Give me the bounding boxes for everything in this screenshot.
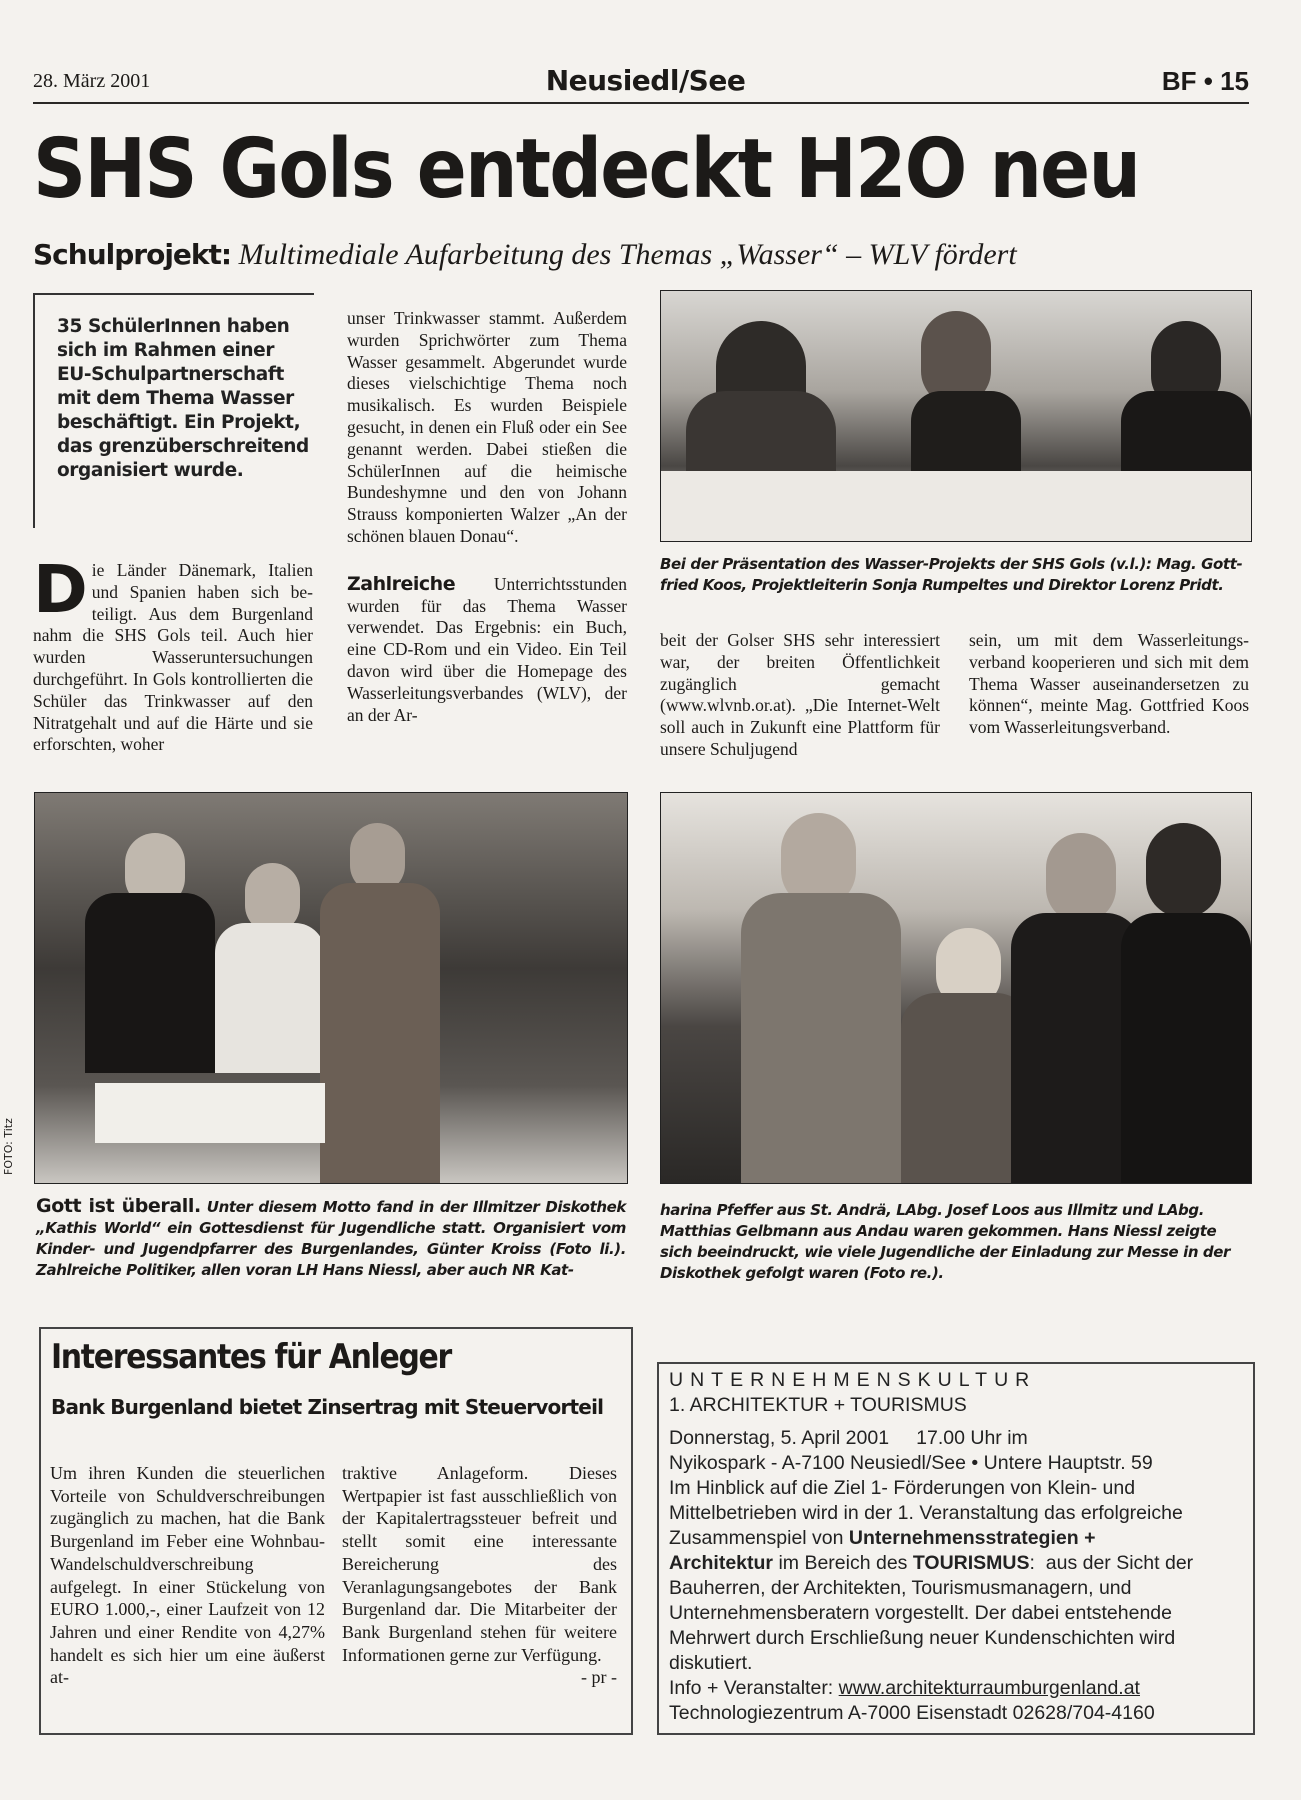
column-2-text-b: Unterrichtsstunden wurden für das Thema Wasser verwendet. Das Ergebnis: ein Buch, eine CD-Rom und ein Video. Ein Teil davon wird über die Homepage des Wasserleitungsverbandes (WLV), der an der Ar- bbox=[347, 573, 627, 725]
photo-politicians bbox=[660, 792, 1252, 1184]
paragraph-lead: Zahlreiche bbox=[347, 572, 456, 595]
photo-caption-2-left bbox=[36, 1196, 626, 1281]
text: im Bereich des bbox=[773, 1552, 913, 1574]
photo-press-conference bbox=[660, 290, 1252, 542]
article-column-3: beit der Golser SHS sehr interessiert war, der breiten Öffentlichkeit zugänglich gemacht (www.wlvnb.or.at). „Die Internet-Welt soll auch in Zukunft eine Plattform für unsere Schuljugend bbox=[660, 630, 940, 759]
subheadline-text: Multimediale Aufarbeitung des Themas „Wasser“ – WLV fördert bbox=[238, 238, 1017, 271]
article-column-4: sein, um mit dem Wasserleitungsverband kooperieren und sich mit dem Thema Wasser auseinandersetzen zu können“, meinte Mag. Gottfried Koos vom Wasserleitungsverband. bbox=[969, 630, 1249, 738]
article-column-2 bbox=[347, 308, 627, 726]
subheadline-lead: Schulprojekt: bbox=[33, 238, 232, 271]
event-address: Technologiezentrum A-7000 Eisenstadt 02628/704-4160 bbox=[669, 1702, 1155, 1724]
text: : aus der Sicht der bbox=[1029, 1552, 1194, 1574]
event-text-line bbox=[669, 1526, 1193, 1551]
pull-quote-text: 35 SchülerInnen haben sich im Rahmen einer EU-Schulpartnerschaft mit dem Thema Wasser beschäftigt. Ein Projekt, das grenzüberschreitend organisiert wurde. bbox=[57, 316, 309, 481]
bold-text: Architektur bbox=[669, 1552, 774, 1574]
subheadline bbox=[33, 238, 1017, 272]
bold-text: TOURISMUS bbox=[912, 1552, 1030, 1574]
event-title: 1. ARCHITEKTUR + TOURISMUS bbox=[669, 1394, 967, 1416]
drop-cap: D bbox=[33, 551, 88, 628]
caption-2-left-text: Unter diesem Motto fand in der Illmitzer Diskothek „Kathis World“ ein Gottesdienst für Jugendliche statt. Organisiert vom Kinder- und Jugendpfarrer des Burgenlandes, Günter Kroiss (Foto li.). Zahlreiche Politiker, allen voran LH Hans Niessl, aber auch NR Kat- bbox=[36, 1198, 626, 1279]
info-label: Info + Veranstalter: bbox=[669, 1677, 839, 1699]
column-2-paragraph bbox=[347, 574, 627, 727]
section-label: Neusiedl/See bbox=[545, 64, 746, 97]
event-text-line: Unternehmensberatern vorgestellt. Der dabei entstehende bbox=[669, 1602, 1172, 1624]
event-text-line: Im Hinblick auf die Ziel 1- Förderungen von Klein- und bbox=[669, 1477, 1136, 1499]
bank-article-title: Interessantes für Anleger bbox=[51, 1337, 451, 1377]
event-date: Donnerstag, 5. April 2001 17.00 Uhr im bbox=[669, 1427, 1028, 1449]
event-box bbox=[657, 1362, 1255, 1735]
text: Zusammenspiel von bbox=[669, 1527, 849, 1549]
page-number: BF • 15 bbox=[1161, 66, 1249, 96]
event-website-link[interactable]: www.architekturraumburgenland.at bbox=[838, 1677, 1140, 1699]
issue-date: 28. März 2001 bbox=[33, 70, 151, 92]
photo-caption-1: Bei der Präsentation des Wasser-Projekts der SHS Gols (v.l.): Mag. Gottfried Koos, Projektleiterin Sonja Rumpeltes und Direktor Lorenz Pridt. bbox=[660, 555, 1243, 594]
bank-column-1: Um ihren Kunden die steuerlichen Vorteile von Schuldverschreibungen zugänglich zu machen, hat die Bank Burgenland im Feber eine Wohnbau-Wandelschuldverschreibung aufgelegt. In einer Stückelung von EURO 1.000,-, einer Laufzeit von 12 Jahren und einer Rendite von 4,27% handelt es sich hier um eine äußerst at- bbox=[50, 1463, 325, 1688]
column-2-text-a: unser Trinkwasser stammt. Außerdem wurden Sprichwörter zum Thema Wasser gesammelt. Abgerundet wurde dieses vielschichtige Thema noch musikalisch. Es wurden Beispiele gesucht, in denen ein Fluß oder ein See genannt werden. Dabei stießen die SchülerInnen auf die heimische Bundeshymne und den von Johann Strauss komponierten Walzer „An der schönen blauen Donau“. bbox=[347, 308, 627, 546]
event-text-line: diskutiert. bbox=[669, 1652, 753, 1674]
headline: SHS Gols entdeckt H2O neu bbox=[33, 122, 1140, 217]
bank-article-subtitle: Bank Burgenland bietet Zinsertrag mit Steuervorteil bbox=[51, 1395, 604, 1419]
event-kicker: UNTERNEHMENSKULTUR bbox=[669, 1369, 1037, 1391]
event-text-line: Mehrwert durch Erschließung neuer Kundenschichten wird bbox=[669, 1627, 1176, 1649]
bank-column-2-text: traktive Anlageform. Dieses Wertpapier ist fast ausschließlich von der Kapitalertragssteuer befreit und stellt somit eine interessante Bereicherung des Veranlagungsangebotes der Bank Burgenland dar. Die Mitarbeiter der Bank Burgenland stehen für weitere Informationen gerne zur Verfügung. bbox=[342, 1463, 617, 1665]
photo-credit: FOTO: Titz bbox=[2, 1118, 15, 1175]
event-details bbox=[669, 1426, 1193, 1726]
photo-caption-2-right: harina Pfeffer aus St. Andrä, LAbg. Josef Loos aus Illmitz und LAbg. Matthias Gelbmann aus Andau waren gekommen. Hans Niessl zeigte sich beeindruckt, wie viele Jugendliche der Einladung zur Messe in der Diskothek gefolgt waren (Foto re.). bbox=[660, 1201, 1231, 1282]
bank-article-box bbox=[39, 1327, 633, 1735]
section-name bbox=[0, 64, 1301, 97]
event-info bbox=[669, 1676, 1193, 1701]
event-text-line: Mittelbetrieben wird in der 1. Veranstaltung das erfolgreiche bbox=[669, 1502, 1183, 1524]
event-venue: Nyikospark - A-7100 Neusiedl/See • Untere Hauptstr. 59 bbox=[669, 1452, 1153, 1474]
bold-text: Unternehmensstrategien + bbox=[848, 1527, 1096, 1549]
pull-quote bbox=[33, 293, 314, 528]
bank-signature: - pr - bbox=[581, 1667, 617, 1688]
column-1-text: ie Länder Dänemark, Italien und Spanien haben sich beteiligt. Aus dem Burgenland nahm die SHS Gols teil. Auch hier wurden Wasseruntersuchungen durchgeführt. In Gols kontrollierten die Schüler das Trinkwasser auf den Nitratgehalt und auf die Härte und sie erforschten, woher bbox=[33, 560, 313, 755]
header-rule bbox=[33, 102, 1249, 104]
photo-church-service bbox=[34, 792, 628, 1184]
caption-lead: Gott ist überall. bbox=[36, 1195, 201, 1217]
event-text-line: Bauherren, der Architekten, Tourismusmanagern, und bbox=[669, 1577, 1132, 1599]
article-column-1 bbox=[33, 551, 313, 756]
event-text-line bbox=[669, 1551, 1193, 1576]
bank-column-2 bbox=[342, 1462, 617, 1689]
